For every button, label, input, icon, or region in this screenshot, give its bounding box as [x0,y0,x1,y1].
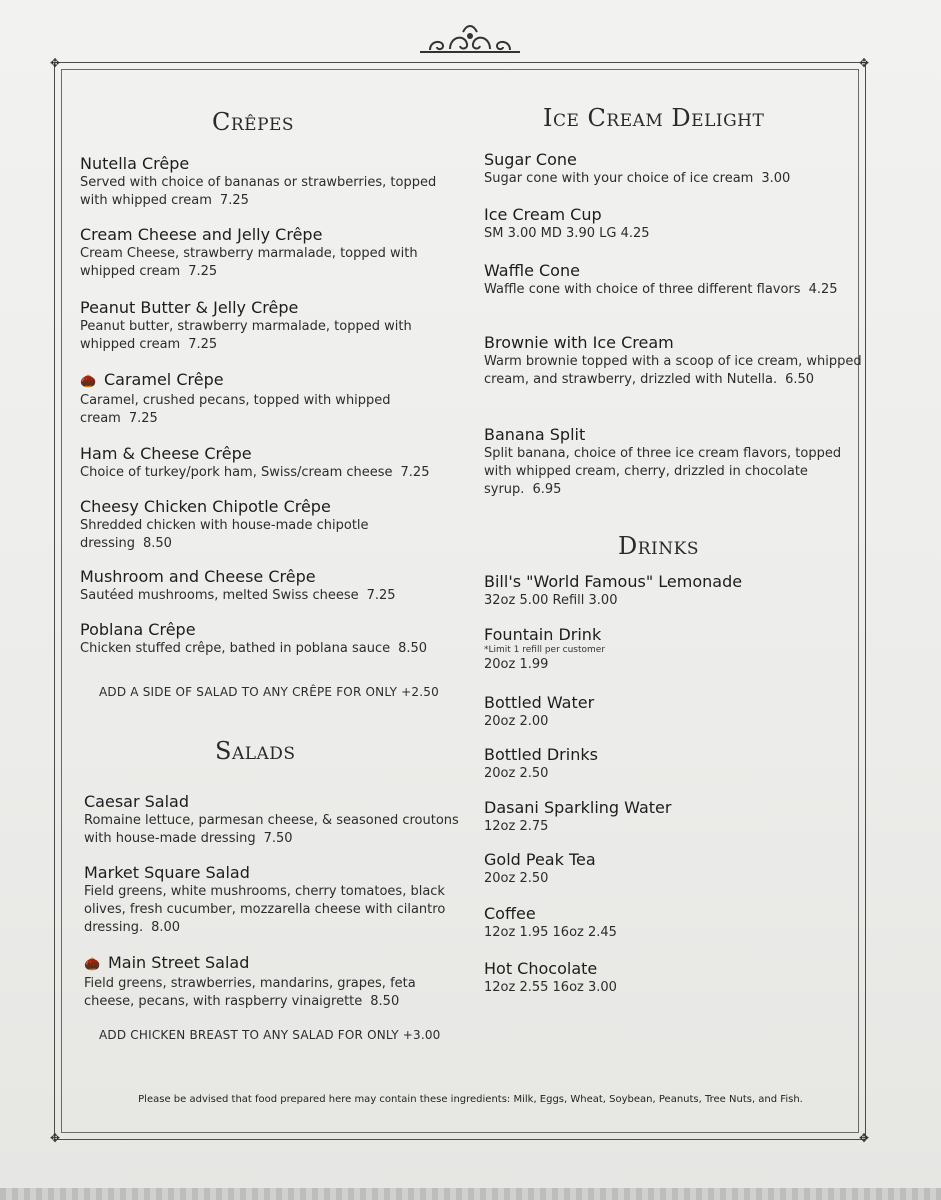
item-name: Cheesy Chicken Chipotle Crêpe [80,497,331,516]
menu-item [484,261,864,299]
item-name: Ham & Cheese Crêpe [80,444,252,463]
item-desc: SM 3.00 MD 3.90 LG 4.25 [484,226,650,241]
menu-item [80,225,460,281]
salads-title: Salads [215,737,296,765]
item-price: 3.00 [761,171,791,186]
item-desc: Caramel, crushed pecans, topped with whipped cream [80,393,391,426]
item-desc: Romaine lettuce, parmesan cheese, & seasoned croutons with house-made dressing [84,813,459,846]
item-name: Banana Split [484,425,586,444]
item-name: Bottled Drinks [484,745,598,764]
item-name: Caesar Salad [84,792,189,811]
item-desc: Split banana, choice of three ice cream flavors, topped with whipped cream, cherry, drizzled in chocolate syrup. [484,446,842,497]
item-name: Gold Peak Tea [484,850,596,869]
corner-ornament-icon: ✥ [858,1131,870,1145]
item-desc: 32oz 5.00 Refill 3.00 [484,593,618,608]
item-desc: 20oz 2.50 [484,766,549,781]
item-price: 7.25 [128,411,158,426]
item-name: Brownie with Ice Cream [484,333,674,352]
menu-item [484,150,864,188]
item-price: 8.00 [151,920,181,935]
item-name: Hot Chocolate [484,959,598,978]
menu-item [80,444,460,482]
table-edge [0,1188,941,1200]
item-price: 7.25 [219,193,249,208]
menu-item [484,425,864,499]
item-name: Main Street Salad [108,953,250,972]
item-price: 7.25 [188,337,218,352]
item-name: Caramel Crêpe [104,370,224,389]
drinks-title: Drinks [618,532,699,560]
corner-ornament-icon: ✥ [49,1131,61,1145]
item-desc: 20oz 2.50 [484,871,549,886]
item-desc: Cream Cheese, strawberry marmalade, topped with whipped cream [80,246,418,279]
item-name: Market Square Salad [84,863,250,882]
menu-item [484,798,864,836]
menu-item [484,625,864,674]
item-name: Fountain Drink [484,625,602,644]
item-desc: Chicken stuffed crêpe, bathed in poblana sauce [80,641,391,656]
menu-item [84,953,464,1011]
menu-item [484,333,864,389]
item-price: 7.50 [263,831,293,846]
item-name: Ice Cream Cup [484,205,602,224]
menu-item [80,497,460,553]
item-name: Nutella Crêpe [80,154,190,173]
item-name: Bottled Water [484,693,595,712]
menu-item [484,850,864,888]
menu-item [80,567,460,605]
item-price: 4.25 [808,282,838,297]
item-desc: Field greens, white mushrooms, cherry tomatoes, black olives, fresh cucumber, mozzarella cheese with cilantro dressing. [84,884,446,935]
item-desc: 12oz 2.75 [484,819,549,834]
acorn-icon: 🌰 [80,374,97,389]
item-desc: Sugar cone with your choice of ice cream [484,171,754,186]
menu-item [84,792,464,848]
item-name: Cream Cheese and Jelly Crêpe [80,225,323,244]
item-desc: 12oz 1.95 16oz 2.45 [484,925,617,940]
item-price: 7.25 [188,264,218,279]
item-price: 8.50 [370,994,400,1009]
item-desc: Warm brownie topped with a scoop of ice cream, whipped cream, and strawberry, drizzled with Nutella. [484,354,862,387]
item-name: Waffle Cone [484,261,580,280]
item-name: Poblana Crêpe [80,620,196,639]
menu-item [84,863,464,937]
item-price: 6.50 [785,372,815,387]
crepe-addon-note: ADD A SIDE OF SALAD TO ANY CRÊPE FOR ONLY +2.50 [99,685,439,699]
item-desc: Peanut butter, strawberry marmalade, topped with whipped cream [80,319,412,352]
menu-item [80,298,460,354]
item-price: 8.50 [398,641,428,656]
item-desc: 20oz 2.00 [484,714,549,729]
crepes-title: Crêpes [212,108,295,136]
item-name: Dasani Sparkling Water [484,798,672,817]
item-desc: Choice of turkey/pork ham, Swiss/cream cheese [80,465,393,480]
item-desc: Waffle cone with choice of three different flavors [484,282,801,297]
item-name: Sugar Cone [484,150,577,169]
item-price: 7.25 [400,465,430,480]
item-desc: Shredded chicken with house-made chipotle dressing [80,518,369,551]
ice-cream-title: Ice Cream Delight [543,104,765,132]
menu-item [80,620,460,658]
menu-item [484,693,864,731]
menu-item [484,904,864,942]
item-price: 7.25 [366,588,396,603]
item-name: Mushroom and Cheese Crêpe [80,567,316,586]
menu-item [484,959,864,997]
item-name: Peanut Butter & Jelly Crêpe [80,298,299,317]
item-desc: 20oz 1.99 [484,657,549,672]
item-desc: Field greens, strawberries, mandarins, grapes, feta cheese, pecans, with raspberry vinaigrette [84,976,416,1009]
item-price: 8.50 [142,536,172,551]
acorn-icon: 🌰 [84,957,101,972]
item-price: 6.95 [532,482,562,497]
item-desc: 12oz 2.55 16oz 3.00 [484,980,617,995]
menu-item [484,745,864,783]
item-desc: Served with choice of bananas or strawberries, topped with whipped cream [80,175,437,208]
item-desc: Sautéed mushrooms, melted Swiss cheese [80,588,359,603]
corner-ornament-icon: ✥ [858,56,870,70]
ornament-crest-icon [415,22,525,56]
allergen-disclaimer: Please be advised that food prepared here may contain these ingredients: Milk, Eggs, Wheat, Soybean, Peanuts, Tree Nuts, and Fish. [138,1094,803,1105]
menu-item [80,370,460,428]
corner-ornament-icon: ✥ [49,56,61,70]
menu-item [80,154,460,210]
menu-item [484,205,864,243]
item-name: Coffee [484,904,536,923]
menu-item [484,572,864,610]
item-name: Bill's "World Famous" Lemonade [484,572,743,591]
refill-note: *Limit 1 refill per customer [484,645,606,655]
salad-addon-note: ADD CHICKEN BREAST TO ANY SALAD FOR ONLY +3.00 [99,1028,441,1042]
